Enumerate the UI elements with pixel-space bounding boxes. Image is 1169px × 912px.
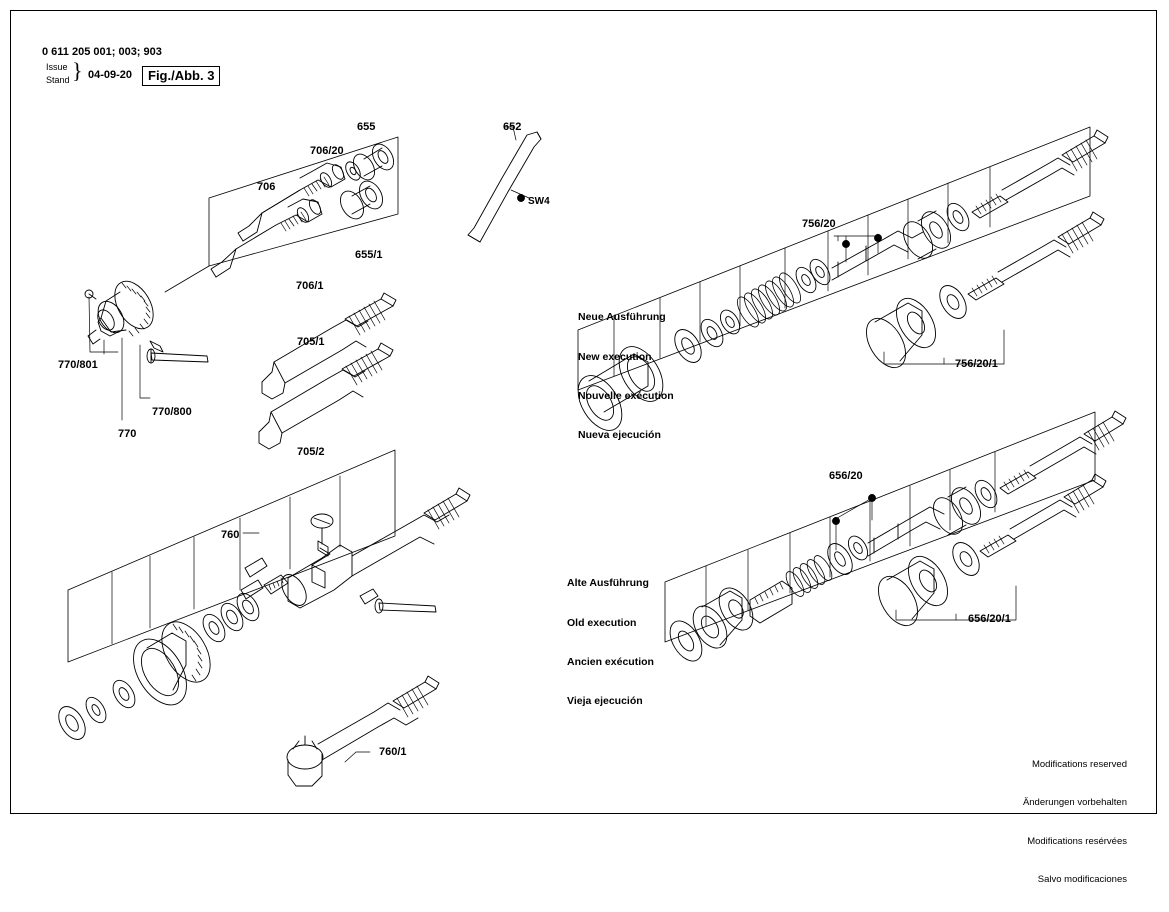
callout-656-20: 656/20 bbox=[829, 470, 863, 482]
new-execution-line-es: Nueva ejecución bbox=[578, 429, 661, 442]
new-execution-line-fr: Nouvelle exécution bbox=[578, 390, 674, 402]
issue-label-line1: Issue bbox=[46, 62, 68, 72]
footer-line-de: Änderungen vorbehalten bbox=[1022, 797, 1127, 809]
callout-760: 760 bbox=[221, 529, 240, 541]
callout-sw4: SW4 bbox=[528, 196, 550, 207]
callout-756-20-1: 756/20/1 bbox=[955, 358, 998, 370]
callout-656-20-1: 656/20/1 bbox=[968, 613, 1011, 625]
callout-706-20: 706/20 bbox=[310, 145, 344, 157]
callout-705-1: 705/1 bbox=[297, 336, 325, 348]
new-execution-line-en: New execution bbox=[578, 350, 652, 363]
callout-770-800: 770/800 bbox=[152, 406, 192, 418]
footer-line-fr: Modifications resérvées bbox=[1027, 835, 1127, 847]
callout-705-2: 705/2 bbox=[297, 446, 325, 458]
issue-date: 04-09-20 bbox=[88, 69, 133, 81]
part-numbers: 0 611 205 001; 003; 903 bbox=[42, 46, 162, 58]
callout-706-1: 706/1 bbox=[296, 280, 324, 292]
new-execution-block bbox=[578, 285, 674, 469]
footer-line-en: Modifications reserved bbox=[1031, 758, 1127, 770]
old-execution-line-en: Old execution bbox=[567, 616, 637, 629]
footer-notice bbox=[1023, 733, 1127, 912]
callout-655: 655 bbox=[357, 121, 376, 133]
old-execution-line-fr: Ancien exécution bbox=[567, 656, 654, 668]
new-execution-line-de: Neue Ausführung bbox=[578, 311, 666, 324]
figure-label: Fig./Abb. 3 bbox=[142, 66, 220, 86]
issue-label-line2: Stand bbox=[46, 75, 70, 85]
callout-760-1: 760/1 bbox=[379, 746, 407, 758]
footer-line-es: Salvo modificaciones bbox=[1037, 873, 1127, 885]
old-execution-line-es: Vieja ejecución bbox=[567, 695, 643, 708]
issue-brace-icon: } bbox=[72, 58, 83, 83]
old-execution-block bbox=[567, 551, 654, 735]
callout-655-1: 655/1 bbox=[355, 249, 383, 261]
callout-770: 770 bbox=[118, 428, 137, 440]
callout-756-20: 756/20 bbox=[802, 218, 836, 230]
old-execution-line-de: Alte Ausführung bbox=[567, 577, 649, 590]
callout-652: 652 bbox=[503, 121, 522, 133]
callout-770-801: 770/801 bbox=[58, 359, 98, 371]
callout-706: 706 bbox=[257, 181, 276, 193]
